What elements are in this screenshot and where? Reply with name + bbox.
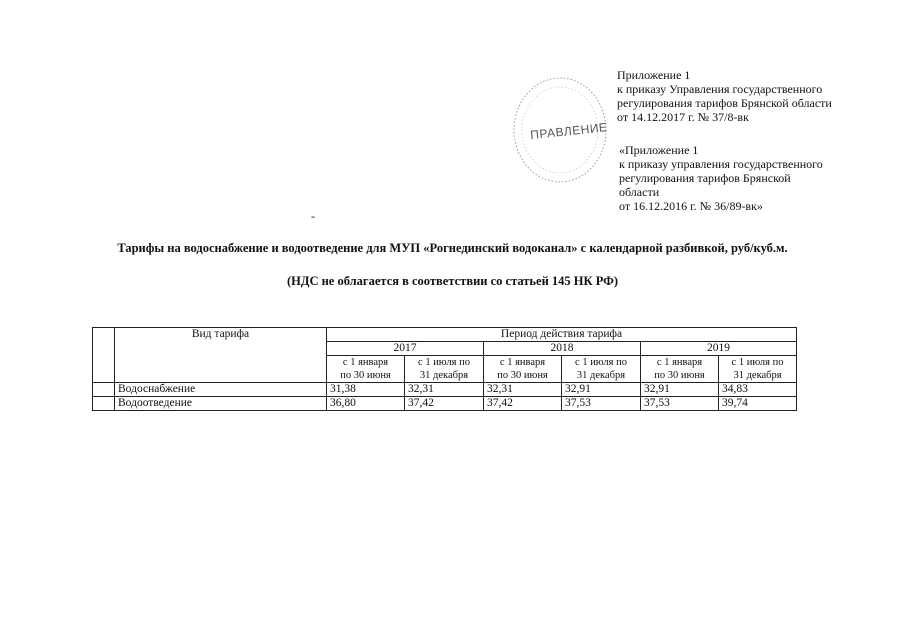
table-header-row [93,328,797,342]
value-cell: 37,53 [641,397,719,411]
period-end: по 30 июня [340,370,391,381]
row-name-cell: Водоснабжение [115,383,327,397]
appendix-previous-line5: от 16.12.2016 г. № 36/89-вк» [619,199,763,213]
period-start: с 1 января [342,357,389,368]
row-name-cell: Водоотведение [115,397,327,411]
appendix-previous [619,143,839,213]
value-cell: 37,53 [562,397,641,411]
appendix-current [617,68,867,124]
header-period-cell [719,356,797,383]
value-cell: 37,42 [484,397,562,411]
period-start: с 1 июля по [731,357,784,368]
header-year: 2017 [327,342,484,356]
value-cell: 36,80 [327,397,405,411]
dash-mark: - [311,209,315,223]
period-start: с 1 июля по [575,357,627,368]
value-cell: 37,42 [405,397,484,411]
document-title: Тарифы на водоснабжение и водоотведение для МУП «Рогнединский водоканал» с календарной разбивкой, руб/куб.м. [117,241,788,255]
header-period-cell [562,356,641,383]
row-blank-cell [93,383,115,397]
appendix-previous-line1: «Приложение 1 [619,143,699,157]
value-cell: 31,38 [327,383,405,397]
value-cell: 32,91 [641,383,719,397]
tariff-table [92,327,797,411]
header-tariff-type: Вид тарифа [115,328,327,383]
header-period: Период действия тарифа [327,328,797,342]
header-period-cell [405,356,484,383]
period-end: по 30 июня [497,370,548,381]
period-end: 31 декабря [733,370,782,381]
appendix-previous-line2: к приказу управления государственного [619,157,823,171]
value-cell: 39,74 [719,397,797,411]
official-stamp [510,70,620,190]
period-end: по 30 июня [654,370,705,381]
header-period-cell [641,356,719,383]
value-cell: 32,91 [562,383,641,397]
value-cell: 34,83 [719,383,797,397]
period-start: с 1 июля по [418,357,470,368]
appendix-previous-line4: области [619,185,660,199]
header-period-cell [327,356,405,383]
appendix-current-line1: Приложение 1 [617,68,691,82]
appendix-current-line2: к приказу Управления государственного [617,82,823,96]
table-row [93,383,797,397]
header-blank-cell [93,328,115,383]
appendix-previous-line3: регулирования тарифов Брянской [619,171,791,185]
period-start: с 1 января [499,357,546,368]
period-end: 31 декабря [419,370,469,381]
value-cell: 32,31 [405,383,484,397]
table-row [93,397,797,411]
header-period-cell [484,356,562,383]
document-subtitle: (НДС не облагается в соответствии со статьей 145 НК РФ) [286,274,619,288]
header-year: 2019 [641,342,797,356]
header-year: 2018 [484,342,641,356]
appendix-current-line4: от 14.12.2017 г. № 37/8-вк [617,110,749,124]
period-start: с 1 января [656,357,703,368]
period-end: 31 декабря [576,370,626,381]
stamp-text: ПРАВЛЕНИЕ [529,120,609,143]
value-cell: 32,31 [484,383,562,397]
row-blank-cell [93,397,115,411]
appendix-current-line3: регулирования тарифов Брянской области [617,96,832,110]
